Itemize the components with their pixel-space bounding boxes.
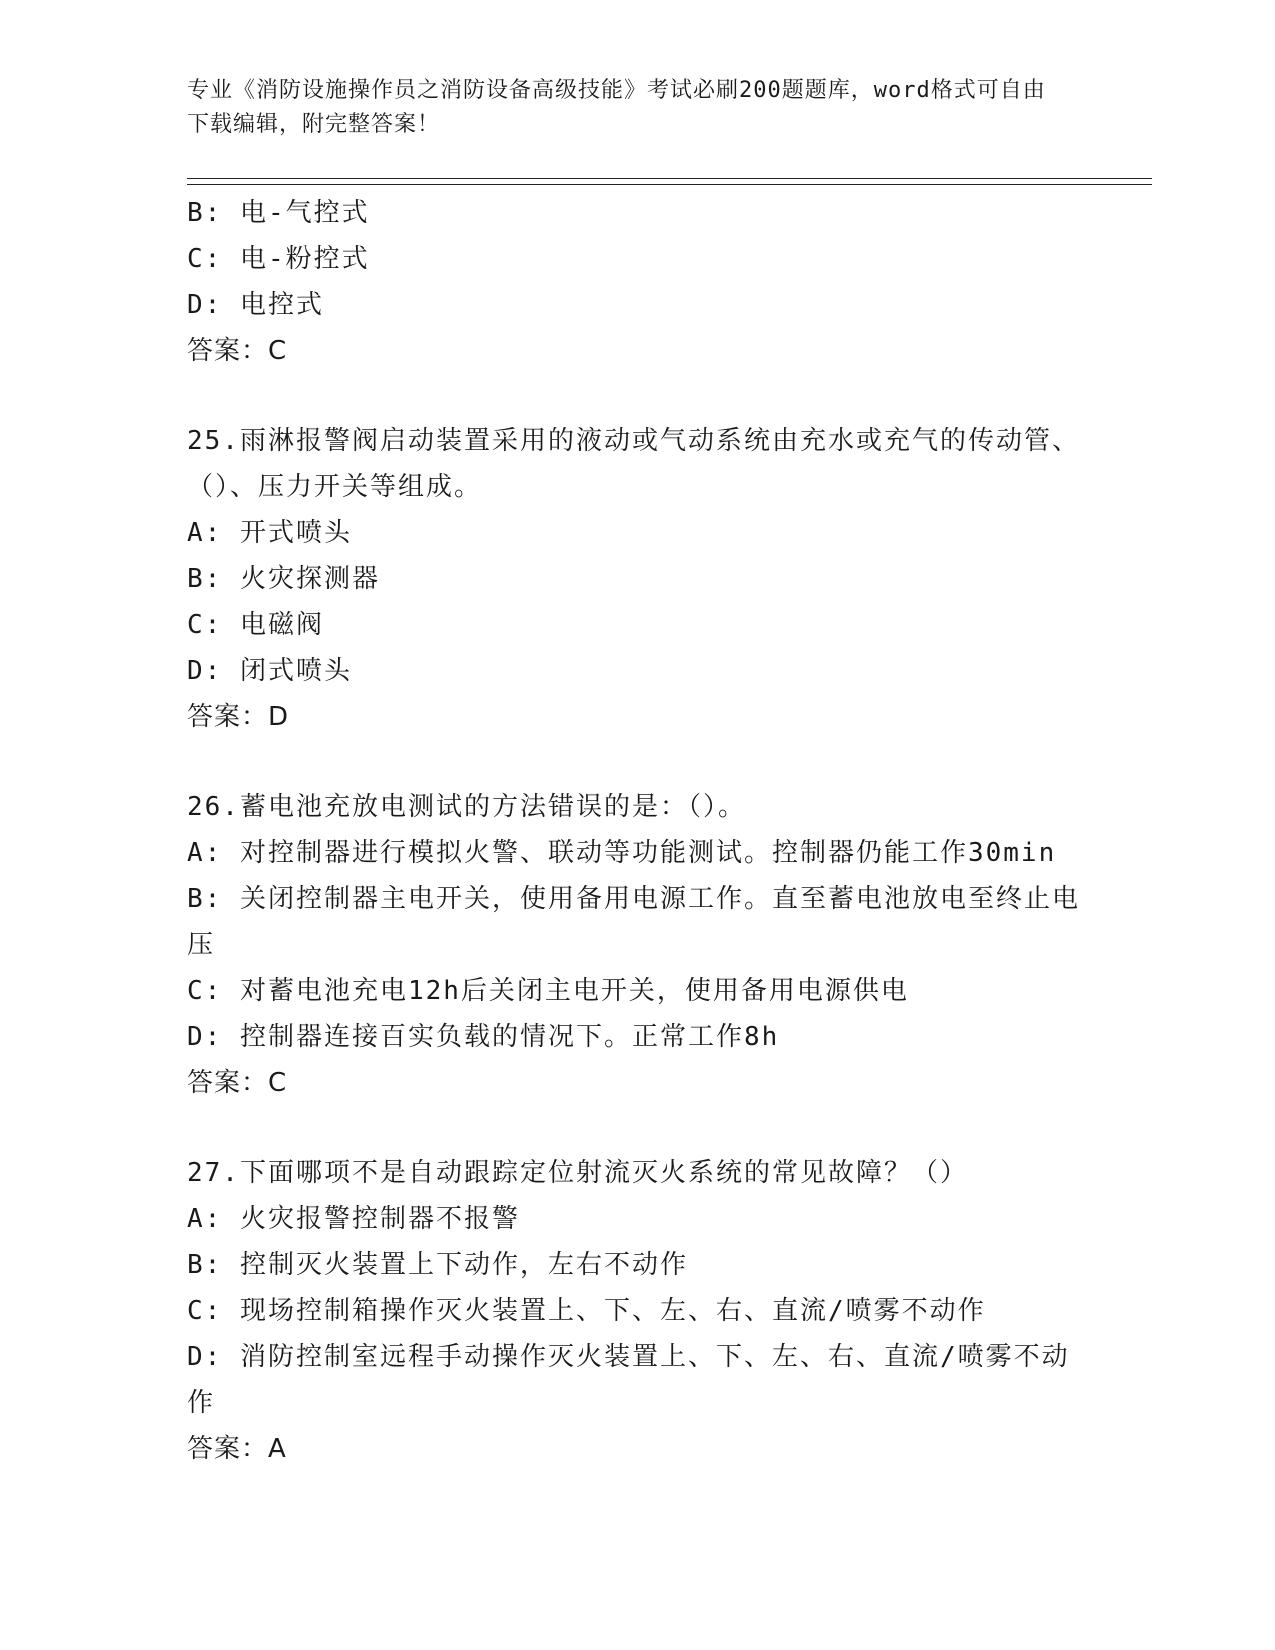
option-a: A: 火灾报警控制器不报警 <box>187 1204 520 1234</box>
option-a: A: 对控制器进行模拟火警、联动等功能测试。控制器仍能工作30min <box>187 838 1057 868</box>
answer-line: 答案：C <box>187 336 288 366</box>
question-text: 27.下面哪项不是自动跟踪定位射流灭火系统的常见故障？（） <box>187 1158 968 1188</box>
answer-line: 答案：D <box>187 702 290 732</box>
header-text: 专业《消防设施操作员之消防设备高级技能》考试必刷200题题库，word格式可自由下载编辑，附完整答案！ <box>187 78 1046 137</box>
option-c: C: 电磁阀 <box>187 610 324 640</box>
option-c: C: 现场控制箱操作灭火装置上、下、左、右、直流/喷雾不动作 <box>187 1296 986 1326</box>
option-c: C: 电-粉控式 <box>187 244 370 274</box>
document-body <box>187 190 1087 1472</box>
option-b: B: 火灾探测器 <box>187 564 380 594</box>
question-26 <box>187 784 1087 1106</box>
question-27 <box>187 1150 1087 1472</box>
option-d: D: 电控式 <box>187 290 324 320</box>
option-b: B: 电-气控式 <box>187 198 370 228</box>
header-double-rule <box>187 178 1152 185</box>
option-d: D: 消防控制室远程手动操作灭火装置上、下、左、右、直流/喷雾不动作 <box>187 1342 1070 1418</box>
page-header <box>187 74 1067 142</box>
option-d: D: 控制器连接百实负载的情况下。正常工作8h <box>187 1022 780 1052</box>
answer-line: 答案：A <box>187 1434 287 1464</box>
answer-line: 答案：C <box>187 1068 288 1098</box>
option-b: B: 控制灭火装置上下动作，左右不动作 <box>187 1250 688 1280</box>
option-a: A: 开式喷头 <box>187 518 352 548</box>
question-25 <box>187 418 1087 740</box>
question-text: 25.雨淋报警阀启动装置采用的液动或气动系统由充水或充气的传动管、（）、压力开关等组成。 <box>187 426 1080 502</box>
question-text: 26.蓄电池充放电测试的方法错误的是：（）。 <box>187 792 746 822</box>
partial-question-block <box>187 190 1087 374</box>
option-b: B: 关闭控制器主电开关，使用备用电源工作。直至蓄电池放电至终止电压 <box>187 884 1080 960</box>
option-c: C: 对蓄电池充电12h后关闭主电开关，使用备用电源供电 <box>187 976 909 1006</box>
option-d: D: 闭式喷头 <box>187 656 352 686</box>
